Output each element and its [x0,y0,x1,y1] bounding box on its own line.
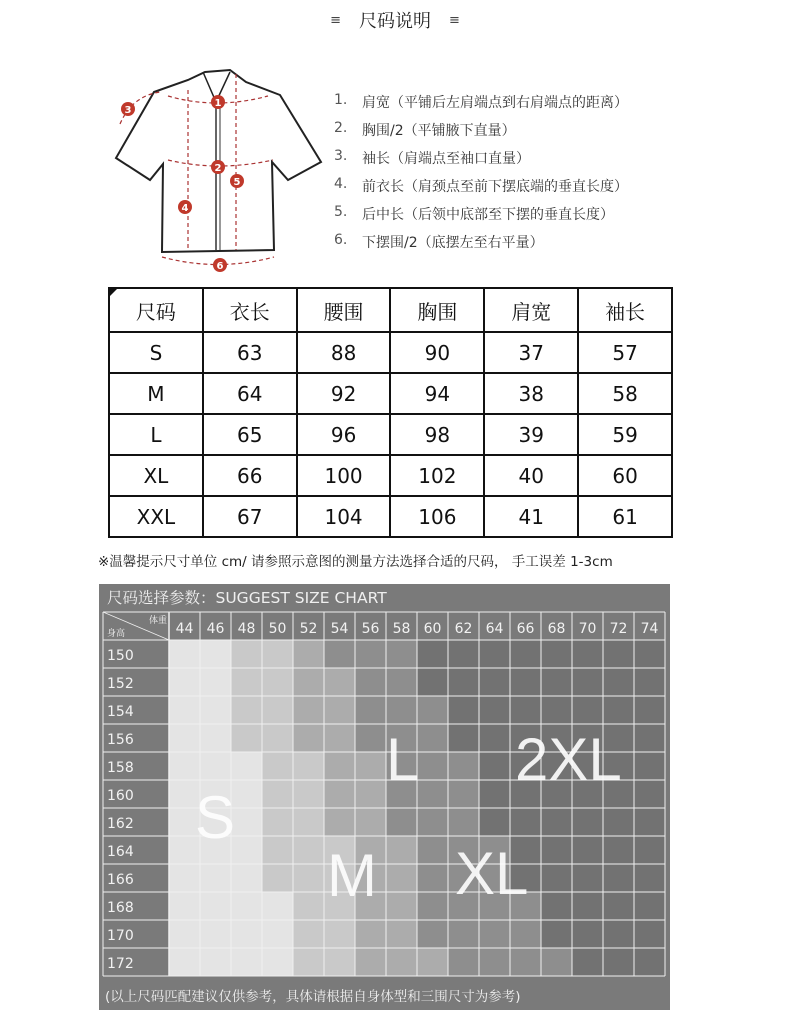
grid-cell [324,780,355,808]
grid-cell [448,696,479,724]
column-header: 腰围 [297,288,391,332]
corner-height-label: 身高 [107,629,126,639]
grid-cell [324,752,355,780]
height-header: 160 [107,788,134,804]
grid-cell [634,640,665,668]
grid-cell [262,724,293,752]
corner-weight-label: 体重 [148,616,167,626]
grid-cell [293,640,324,668]
grid-cell [479,640,510,668]
weight-header: 52 [299,621,318,637]
grid-cell [262,780,293,808]
grid-cell [603,668,634,696]
grid-cell [293,808,324,836]
grid-cell [603,836,634,864]
grid-cell [541,668,572,696]
grid-cell [448,808,479,836]
grid-cell [479,948,510,976]
weight-header: 54 [330,621,349,637]
height-header: 150 [107,648,134,664]
grid-cell [541,696,572,724]
grid-cell [479,808,510,836]
grid-cell [541,836,572,864]
weight-header: 58 [392,621,411,637]
svg-text:1: 1 [214,98,222,109]
chart-footer: (以上尺码匹配建议仅供参考，具体请根据自身体型和三围尺寸为参考) [105,989,521,1005]
grid-cell [386,640,417,668]
grid-cell [169,668,200,696]
column-header: 胸围 [390,288,484,332]
height-header: 172 [107,956,134,972]
grid-cell [355,808,386,836]
size-zone-label-xl: XL [455,840,529,907]
grid-cell [634,696,665,724]
grid-cell [603,808,634,836]
grid-cell [541,892,572,920]
size-grid [99,584,670,1010]
svg-text:5: 5 [233,177,241,188]
grid-cell [231,752,262,780]
value-cell: 58 [578,373,672,414]
measure-marker-4 [178,200,192,214]
shirt-measurement-diagram [108,62,330,282]
height-header: 170 [107,928,134,944]
grid-cell [572,892,603,920]
weight-header: 64 [485,621,504,637]
grid-cell [200,696,231,724]
value-cell: 88 [297,332,391,373]
grid-cell [417,640,448,668]
note-item: 1. 肩宽（平铺后左肩端点到右肩端点的距离） [334,92,628,111]
weight-header: 70 [578,621,597,637]
svg-text:6: 6 [216,261,224,272]
grid-cell [200,724,231,752]
grid-cell [169,864,200,892]
table-row [109,496,672,537]
svg-text:4: 4 [181,203,189,214]
grid-cell [262,808,293,836]
grid-cell [541,864,572,892]
grid-cell [603,948,634,976]
weight-header: 72 [609,621,628,637]
grid-cell [293,752,324,780]
weight-header: 66 [516,621,535,637]
measurement-notes [334,92,754,260]
grid-cell [293,836,324,864]
table-row [109,414,672,455]
grid-cell [355,752,386,780]
grid-cell [572,948,603,976]
grid-cell [634,724,665,752]
grid-cell [262,836,293,864]
size-cell: XL [109,455,203,496]
grid-cell [510,696,541,724]
grid-cell [355,668,386,696]
column-header: 尺码 [109,288,203,332]
grid-cell [324,920,355,948]
grid-cell [448,948,479,976]
grid-cell [479,780,510,808]
grid-cell [479,668,510,696]
menu-icon: ≡ [449,12,460,28]
grid-cell [634,920,665,948]
grid-cell [572,808,603,836]
value-cell: 64 [203,373,297,414]
grid-cell [386,836,417,864]
grid-cell [231,780,262,808]
grid-cell [386,948,417,976]
grid-cell [417,724,448,752]
chart-title: 尺码选择参数：SUGGEST SIZE CHART [107,589,387,607]
grid-cell [510,920,541,948]
grid-cell [479,920,510,948]
height-header: 168 [107,900,134,916]
grid-cell [448,920,479,948]
grid-cell [479,696,510,724]
grid-cell [262,864,293,892]
grid-cell [603,892,634,920]
measure-marker-1 [211,95,225,109]
svg-text:3: 3 [124,105,132,116]
grid-cell [417,668,448,696]
grid-cell [572,640,603,668]
size-zone-label-m: M [327,842,377,909]
grid-cell [324,724,355,752]
value-cell: 96 [297,414,391,455]
grid-cell [572,920,603,948]
value-cell: 59 [578,414,672,455]
grid-cell [355,696,386,724]
grid-cell [541,808,572,836]
grid-cell [293,864,324,892]
size-cell: L [109,414,203,455]
grid-cell [169,892,200,920]
grid-cell [386,892,417,920]
grid-cell [200,864,231,892]
grid-cell [262,668,293,696]
grid-cell [169,948,200,976]
grid-cell [603,640,634,668]
table-corner-mark [109,288,118,297]
grid-cell [572,668,603,696]
grid-cell [355,724,386,752]
grid-cell [293,948,324,976]
grid-cell [169,920,200,948]
grid-cell [169,696,200,724]
grid-cell [386,668,417,696]
value-cell: 66 [203,455,297,496]
grid-cell [448,640,479,668]
grid-cell [634,752,665,780]
table-row [109,455,672,496]
grid-cell [448,752,479,780]
grid-cell [634,864,665,892]
grid-cell [634,948,665,976]
page-title: 尺码说明 [359,11,431,32]
grid-cell [293,920,324,948]
grid-cell [231,668,262,696]
size-cell: M [109,373,203,414]
grid-cell [231,892,262,920]
grid-cell [510,668,541,696]
note-item: 2. 胸围/2（平铺腋下直量） [334,120,516,139]
grid-cell [510,948,541,976]
grid-cell [169,640,200,668]
grid-cell [603,696,634,724]
note-item: 3. 袖长（肩端点至袖口直量） [334,148,530,167]
value-cell: 94 [390,373,484,414]
grid-cell [169,724,200,752]
grid-cell [603,864,634,892]
grid-cell [572,836,603,864]
value-cell: 102 [390,455,484,496]
value-cell: 41 [484,496,578,537]
height-header: 158 [107,760,134,776]
grid-cell [386,864,417,892]
weight-header: 46 [206,621,225,637]
value-cell: 37 [484,332,578,373]
grid-cell [541,920,572,948]
value-cell: 100 [297,455,391,496]
grid-cell [231,948,262,976]
menu-icon: ≡ [330,12,341,28]
grid-cell [200,948,231,976]
grid-cell [200,752,231,780]
grid-cell [324,948,355,976]
value-cell: 38 [484,373,578,414]
weight-header: 44 [175,621,194,637]
grid-cell [417,920,448,948]
grid-cell [231,640,262,668]
measure-marker-2 [211,160,225,174]
table-header-row [109,288,672,332]
value-cell: 67 [203,496,297,537]
measure-marker-3 [121,102,135,116]
value-cell: 57 [578,332,672,373]
grid-cell [262,920,293,948]
grid-cell [200,892,231,920]
grid-cell [448,724,479,752]
table-row [109,332,672,373]
weight-header: 62 [454,621,473,637]
height-header: 152 [107,676,134,692]
grid-cell [417,948,448,976]
grid-cell [324,668,355,696]
grid-cell [355,948,386,976]
grid-cell [324,640,355,668]
grid-cell [510,640,541,668]
value-cell: 90 [390,332,484,373]
grid-cell [231,836,262,864]
grid-cell [200,640,231,668]
weight-header: 48 [237,621,256,637]
column-header: 袖长 [578,288,672,332]
grid-cell [262,948,293,976]
grid-cell [448,668,479,696]
grid-cell [634,892,665,920]
grid-cell [386,920,417,948]
grid-cell [293,724,324,752]
grid-cell [293,696,324,724]
grid-cell [200,668,231,696]
value-cell: 104 [297,496,391,537]
section-title [0,6,790,34]
grid-cell [231,864,262,892]
grid-cell [572,696,603,724]
size-zone-label-s: S [195,784,236,851]
weight-header: 50 [268,621,287,637]
grid-cell [386,696,417,724]
grid-cell [572,864,603,892]
column-header: 衣长 [203,288,297,332]
grid-cell [324,808,355,836]
grid-cell [417,752,448,780]
value-cell: 92 [297,373,391,414]
note-item: 4. 前衣长（肩颈点至前下摆底端的垂直长度） [334,176,628,195]
grid-cell [355,780,386,808]
weight-header: 60 [423,621,442,637]
value-cell: 65 [203,414,297,455]
suggest-size-chart [99,584,670,1010]
footnote: ※温馨提示尺寸单位 cm/ 请参照示意图的测量方法选择合适的尺码， 手工误差 1-3cm [98,554,613,570]
weight-header: 68 [547,621,566,637]
grid-cell [479,752,510,780]
grid-cell [262,752,293,780]
value-cell: 63 [203,332,297,373]
height-header: 162 [107,816,134,832]
note-item: 6. 下摆围/2（底摆左至右平量） [334,232,544,251]
column-header: 肩宽 [484,288,578,332]
height-header: 154 [107,704,134,720]
grid-cell [541,948,572,976]
note-item: 5. 后中长（后领中底部至下摆的垂直长度） [334,204,614,223]
size-zone-label-l: L [386,726,420,793]
grid-cell [417,696,448,724]
weight-header: 56 [361,621,380,637]
grid-cell [417,836,448,864]
grid-cell [417,808,448,836]
grid-cell [324,696,355,724]
value-cell: 98 [390,414,484,455]
grid-cell [417,864,448,892]
height-header: 164 [107,844,134,860]
weight-header: 74 [640,621,659,637]
value-cell: 106 [390,496,484,537]
svg-text:2: 2 [214,163,222,174]
grid-cell [634,780,665,808]
grid-cell [293,668,324,696]
grid-cell [479,724,510,752]
grid-cell [448,780,479,808]
size-table [108,287,673,538]
grid-cell [386,808,417,836]
size-cell: S [109,332,203,373]
grid-cell [355,920,386,948]
grid-cell [169,752,200,780]
grid-cell [262,640,293,668]
height-header: 166 [107,872,134,888]
grid-cell [541,640,572,668]
value-cell: 40 [484,455,578,496]
size-zone-label-2xl: 2XL [515,726,622,793]
grid-cell [634,808,665,836]
value-cell: 60 [578,455,672,496]
table-row [109,373,672,414]
grid-cell [355,640,386,668]
measure-marker-5 [230,174,244,188]
grid-cell [231,808,262,836]
height-header: 156 [107,732,134,748]
grid-cell [231,920,262,948]
grid-cell [262,892,293,920]
grid-cell [417,892,448,920]
grid-cell [231,724,262,752]
grid-cell [603,920,634,948]
grid-cell [634,836,665,864]
value-cell: 39 [484,414,578,455]
grid-cell [231,696,262,724]
grid-cell [634,668,665,696]
grid-cell [262,696,293,724]
grid-cell [293,780,324,808]
value-cell: 61 [578,496,672,537]
grid-cell [200,920,231,948]
measure-marker-6 [213,258,227,272]
size-cell: XXL [109,496,203,537]
grid-cell [417,780,448,808]
grid-cell [293,892,324,920]
grid-cell [510,808,541,836]
